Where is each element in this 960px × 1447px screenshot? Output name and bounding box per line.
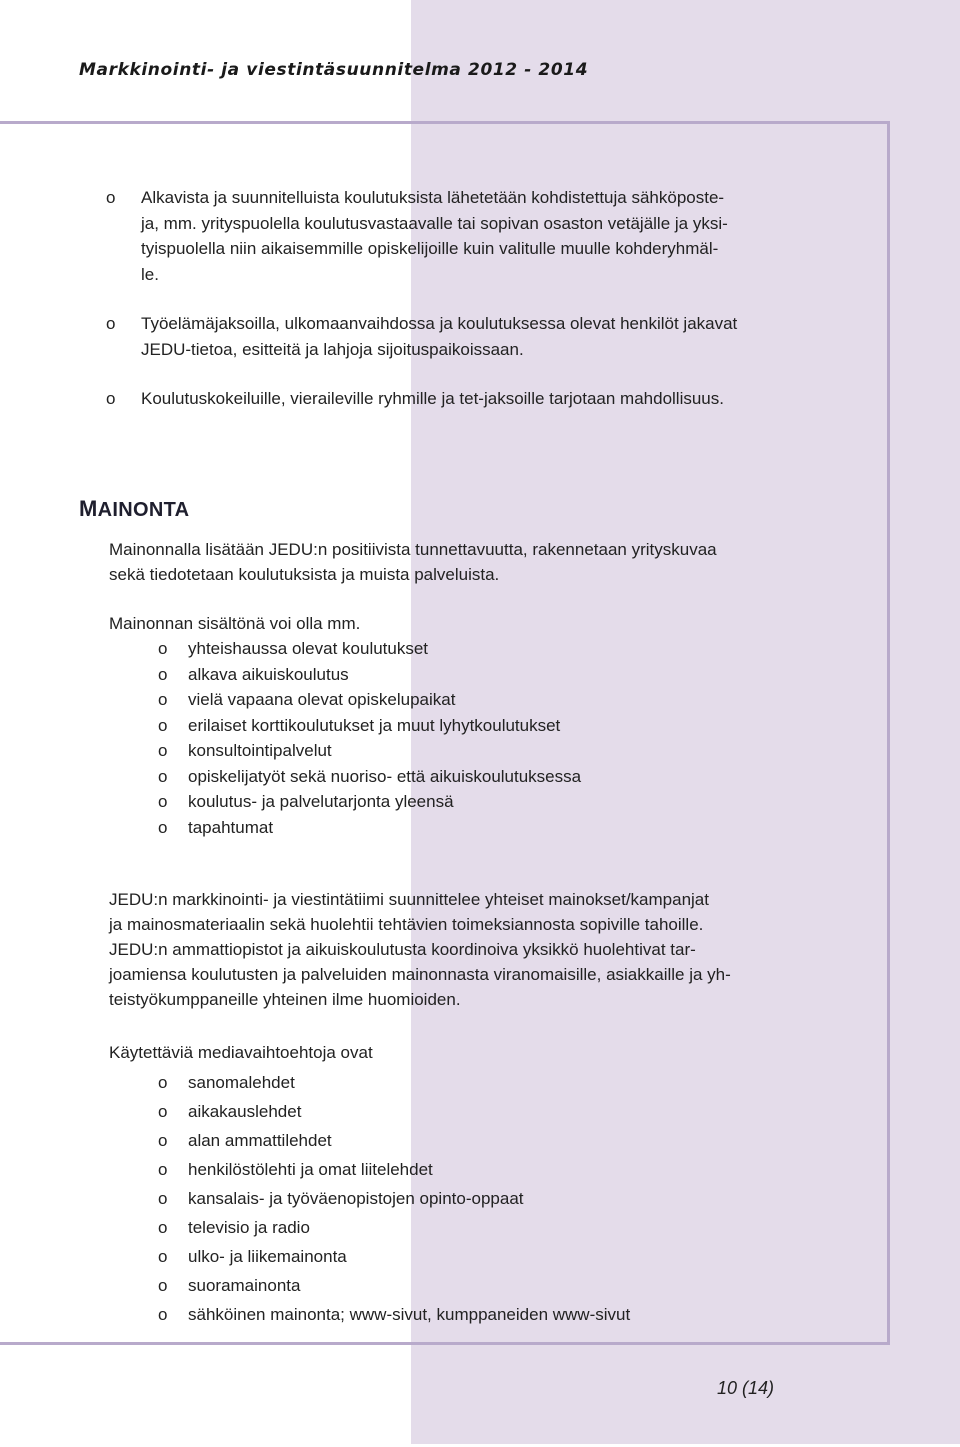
list-item [158,738,581,764]
bullet-line: le. [141,264,159,284]
bullet-marker: o [158,741,168,760]
list-item-text: opiskelijatyöt sekä nuoriso- että aikuiskoulutuksessa [188,766,582,786]
bullet-marker: o [158,639,168,658]
list-item-text: alkava aikuiskoulutus [188,664,349,684]
bullet-line: Työelämäjaksoilla, ulkomaanvaihdossa ja koulutuksessa olevat henkilöt jakavat [141,314,738,333]
paragraph-line: JEDU:n ammattiopistot ja aikuiskoulutusta koordinoiva yksikkö huolehtivat tar- [109,940,696,959]
bullet-marker: o [158,690,168,709]
bullet-line: Koulutuskokeiluille, vieraileville ryhmille ja tet-jaksoille tarjotaan mahdollisuus. [141,389,724,408]
list-item [158,1155,630,1184]
bullet-marker: o [158,664,168,684]
paragraph-line: JEDU:n markkinointi- ja viestintätiimi suunnittelee yhteiset mainokset/kampanjat [109,890,709,909]
list-item [158,1097,630,1126]
document-header-title: Markkinointi- ja viestintäsuunnitelma 2012 - 2014 [79,60,589,80]
list-item [158,1271,630,1300]
paragraph-line: Mainonnalla lisätään JEDU:n positiivista tunnettavuutta, rakennetaan yrityskuvaa [109,540,717,559]
list-item [158,1068,630,1097]
list-item-text: vielä vapaana olevat opiskelupaikat [188,690,456,709]
bullet-marker: o [158,1131,168,1150]
list-item-text: aikakauslehdet [188,1102,302,1121]
list-item-text: sähköinen mainonta; www-sivut, kumppaneiden www-sivut [188,1305,631,1324]
list-item-text: henkilöstölehti ja omat liitelehdet [188,1160,433,1179]
list-item-text: suoramainonta [188,1276,301,1295]
heading-rest: AINONTA [97,499,190,521]
content-label: Mainonnan sisältönä voi olla mm. [109,614,361,633]
bullet-marker: o [158,817,168,837]
bullet-line: tyispuolella niin aikaisemmille opiskelijoille kuin valitulle muulle kohderyhmäl- [141,239,719,258]
content-item-list [158,636,581,840]
list-item [158,636,581,662]
bullet-marker: o [106,188,116,207]
bullet-marker: o [158,1276,168,1295]
paragraph-line: ja mainosmateriaalin sekä huolehtii tehtävien toimeksiannosta sopiville tahoille. [109,915,704,934]
list-item [158,687,581,713]
mainonta-body-paragraph [109,887,829,1012]
list-item [158,764,581,790]
list-item [158,1300,630,1329]
bullet-marker: o [158,1073,168,1092]
intro-bullet-email [106,185,826,287]
intro-bullet-list [106,185,826,436]
list-item [158,1184,630,1213]
bullet-marker: o [158,1189,168,1208]
paragraph-line: teistyökumppaneille yhteinen ilme huomioiden. [109,990,461,1009]
bullet-marker: o [158,1305,168,1324]
list-item [158,1213,630,1242]
list-item [158,1126,630,1155]
media-label: Käytettäviä mediavaihtoehtoja ovat [109,1043,373,1062]
bullet-marker: o [158,792,168,811]
list-item-text: televisio ja radio [188,1218,310,1237]
list-item-text: kansalais- ja työväenopistojen opinto-oppaat [188,1189,524,1208]
heading-initial: M [79,496,98,521]
bullet-line: ja, mm. yrityspuolella koulutusvastaavalle tai sopivan osaston vetäjälle ja yksi- [141,213,728,233]
intro-bullet-worklife [106,311,826,362]
bullet-marker: o [158,766,168,786]
section-heading-mainonta [79,496,189,522]
list-item-text: tapahtumat [188,817,274,837]
bullet-marker: o [158,1218,168,1237]
bullet-marker: o [158,1160,168,1179]
list-item [158,789,581,815]
list-item [158,713,581,739]
list-item [158,662,581,688]
bullet-marker: o [106,389,116,408]
list-item-text: sanomalehdet [188,1073,295,1092]
paragraph-line: joamiensa koulutusten ja palveluiden mainonnasta viranomaisille, asiakkaille ja yh- [109,965,731,984]
list-item-text: alan ammattilehdet [188,1131,332,1150]
media-option-list [158,1068,630,1329]
bullet-marker: o [158,715,168,735]
bullet-line: Alkavista ja suunnitelluista koulutuksista lähetetään kohdistettuja sähköposte- [141,188,725,207]
paragraph-line: sekä tiedotetaan koulutuksista ja muista palveluista. [109,565,500,584]
intro-bullet-trials [106,386,826,412]
list-item [158,1242,630,1271]
bullet-marker: o [106,314,116,333]
bullet-marker: o [158,1102,168,1121]
bullet-marker: o [158,1247,168,1266]
bullet-line: JEDU-tietoa, esitteitä ja lahjoja sijoituspaikoissaan. [141,339,524,359]
list-item-text: yhteishaussa olevat koulutukset [188,639,429,658]
list-item-text: ulko- ja liikemainonta [188,1247,347,1266]
list-item-text: konsultointipalvelut [188,741,332,760]
list-item [158,815,581,841]
page-number: 10 (14) [717,1378,775,1398]
list-item-text: koulutus- ja palvelutarjonta yleensä [188,792,454,811]
list-item-text: erilaiset korttikoulutukset ja muut lyhytkoulutukset [188,715,561,735]
mainonta-intro-paragraph [109,537,829,587]
